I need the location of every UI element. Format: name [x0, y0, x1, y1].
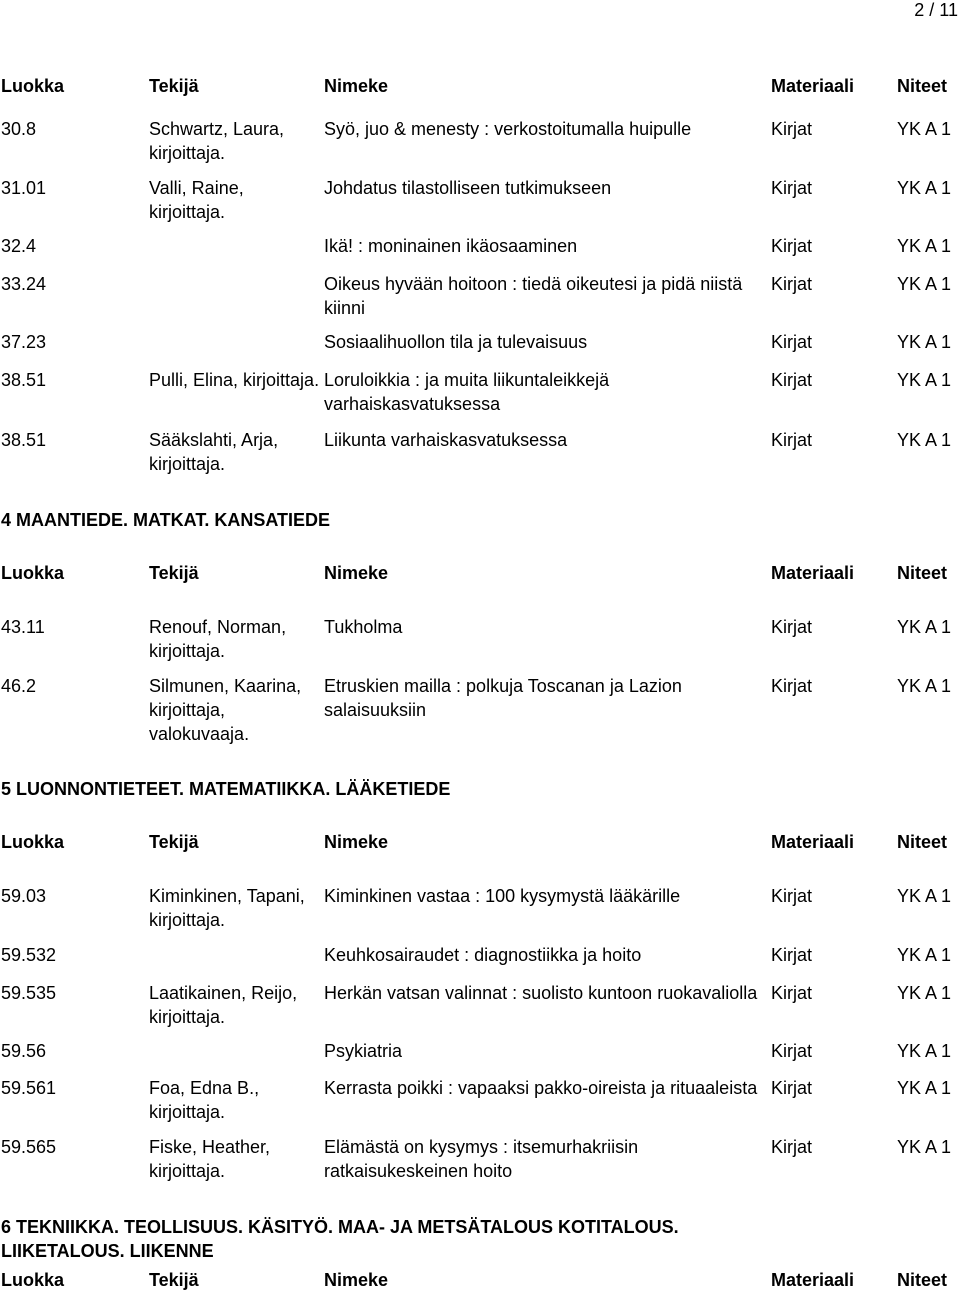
row-class: 38.51	[1, 370, 47, 390]
row-title: Johdatus tilastolliseen tutkimukseen	[324, 178, 612, 198]
row-material: Kirjat	[771, 983, 813, 1003]
column-header-author: Tekijä	[149, 76, 199, 96]
row-class: 59.03	[1, 886, 47, 906]
column-header-material: Materiaali	[771, 563, 855, 583]
row-class: 33.24	[1, 274, 47, 294]
row-title: Tukholma	[324, 617, 403, 637]
row-notes: YK A 1	[897, 236, 952, 256]
row-class: 32.4	[1, 236, 37, 256]
row-class: 59.565	[1, 1137, 57, 1157]
column-header-title: Nimeke	[324, 563, 389, 583]
column-header-title: Nimeke	[324, 1270, 389, 1290]
row-material: Kirjat	[771, 676, 813, 696]
row-title: Ikä! : moninainen ikäosaaminen	[324, 236, 578, 256]
row-class: 43.11	[1, 617, 45, 637]
row-title: Keuhkosairaudet : diagnostiikka ja hoito	[324, 945, 642, 965]
column-header-row	[0, 830, 960, 854]
column-header-row	[0, 1268, 960, 1292]
row-notes: YK A 1	[897, 274, 952, 294]
row-notes: YK A 1	[897, 886, 952, 906]
row-material: Kirjat	[771, 430, 813, 450]
row-class: 59.532	[1, 945, 57, 965]
row-notes: YK A 1	[897, 430, 952, 450]
row-title: Liikunta varhaiskasvatuksessa	[324, 430, 568, 450]
row-material: Kirjat	[771, 236, 813, 256]
column-header-title: Nimeke	[324, 832, 389, 852]
section-heading: 6 TEKNIIKKA. TEOLLISUUS. KÄSITYÖ. MAA- JA METSÄTALOUS KOTITALOUS. LIIKETALOUS. LIIKENNE	[1, 1217, 679, 1261]
row-class: 37.23	[1, 332, 47, 352]
row-notes: YK A 1	[897, 370, 952, 390]
row-class: 59.561	[1, 1078, 57, 1098]
row-material: Kirjat	[771, 370, 813, 390]
column-header-author: Tekijä	[149, 1270, 199, 1290]
row-material: Kirjat	[771, 617, 813, 637]
row-author: Kiminkinen, Tapani, kirjoittaja.	[149, 886, 305, 930]
column-header-author: Tekijä	[149, 832, 199, 852]
column-header-class: Luokka	[1, 76, 65, 96]
row-material: Kirjat	[771, 178, 813, 198]
row-material: Kirjat	[771, 1041, 813, 1061]
column-header-material: Materiaali	[771, 1270, 855, 1290]
page-number: 2 / 11	[914, 0, 958, 20]
row-notes: YK A 1	[897, 178, 952, 198]
column-header-class: Luokka	[1, 563, 65, 583]
section-heading: 5 LUONNONTIETEET. MATEMATIIKKA. LÄÄKETIEDE	[1, 779, 451, 799]
row-title: Oikeus hyvään hoitoon : tiedä oikeutesi ja pidä niistä kiinni	[324, 274, 743, 318]
row-class: 31.01	[1, 178, 47, 198]
section	[0, 74, 960, 98]
row-material: Kirjat	[771, 1137, 813, 1157]
row-material: Kirjat	[771, 274, 813, 294]
row-class: 38.51	[1, 430, 47, 450]
column-header-class: Luokka	[1, 832, 65, 852]
column-header-notes: Niteet	[897, 76, 948, 96]
row-title: Herkän vatsan valinnat : suolisto kuntoon ruokavaliolla	[324, 983, 758, 1003]
row-material: Kirjat	[771, 1078, 813, 1098]
column-header-material: Materiaali	[771, 832, 855, 852]
column-header-material: Materiaali	[771, 76, 855, 96]
row-material: Kirjat	[771, 332, 813, 352]
row-notes: YK A 1	[897, 617, 952, 637]
row-author: Silmunen, Kaarina, kirjoittaja, valokuvaaja.	[149, 676, 302, 744]
column-header-notes: Niteet	[897, 832, 948, 852]
row-title: Sosiaalihuollon tila ja tulevaisuus	[324, 332, 588, 352]
row-notes: YK A 1	[897, 1137, 952, 1157]
row-author: Fiske, Heather, kirjoittaja.	[149, 1137, 271, 1181]
column-header-title: Nimeke	[324, 76, 389, 96]
row-title: Etruskien mailla : polkuja Toscanan ja Lazion salaisuuksiin	[324, 676, 682, 720]
row-class: 46.2	[1, 676, 37, 696]
row-class: 59.535	[1, 983, 57, 1003]
row-notes: YK A 1	[897, 332, 952, 352]
row-notes: YK A 1	[897, 1078, 952, 1098]
row-notes: YK A 1	[897, 945, 952, 965]
column-header-row	[0, 561, 960, 585]
row-title: Elämästä on kysymys : itsemurhakriisin ratkaisukeskeinen hoito	[324, 1137, 639, 1181]
row-author: Schwartz, Laura, kirjoittaja.	[149, 119, 285, 163]
row-author: Foa, Edna B., kirjoittaja.	[149, 1078, 260, 1122]
row-notes: YK A 1	[897, 1041, 952, 1061]
row-title: Syö, juo & menesty : verkostoitumalla huipulle	[324, 119, 692, 139]
row-notes: YK A 1	[897, 119, 952, 139]
column-header-notes: Niteet	[897, 563, 948, 583]
row-author: Renouf, Norman, kirjoittaja.	[149, 617, 287, 661]
column-header-notes: Niteet	[897, 1270, 948, 1290]
row-author: Laatikainen, Reijo, kirjoittaja.	[149, 983, 298, 1027]
row-material: Kirjat	[771, 945, 813, 965]
column-header-author: Tekijä	[149, 563, 199, 583]
row-author: Sääkslahti, Arja, kirjoittaja.	[149, 430, 279, 474]
row-material: Kirjat	[771, 886, 813, 906]
column-header-row	[0, 74, 960, 98]
row-author: Pulli, Elina, kirjoittaja.	[149, 370, 320, 390]
row-author: Valli, Raine, kirjoittaja.	[149, 178, 244, 222]
row-title: Kerrasta poikki : vapaaksi pakko-oireista ja rituaaleista	[324, 1078, 758, 1098]
row-class: 30.8	[1, 119, 37, 139]
row-class: 59.56	[1, 1041, 47, 1061]
row-title: Psykiatria	[324, 1041, 403, 1061]
section-heading: 4 MAANTIEDE. MATKAT. KANSATIEDE	[1, 510, 331, 530]
column-header-class: Luokka	[1, 1270, 65, 1290]
row-title: Loruloikkia : ja muita liikuntaleikkejä varhaiskasvatuksessa	[324, 370, 610, 414]
row-notes: YK A 1	[897, 676, 952, 696]
row-title: Kiminkinen vastaa : 100 kysymystä lääkärille	[324, 886, 681, 906]
row-material: Kirjat	[771, 119, 813, 139]
row-notes: YK A 1	[897, 983, 952, 1003]
